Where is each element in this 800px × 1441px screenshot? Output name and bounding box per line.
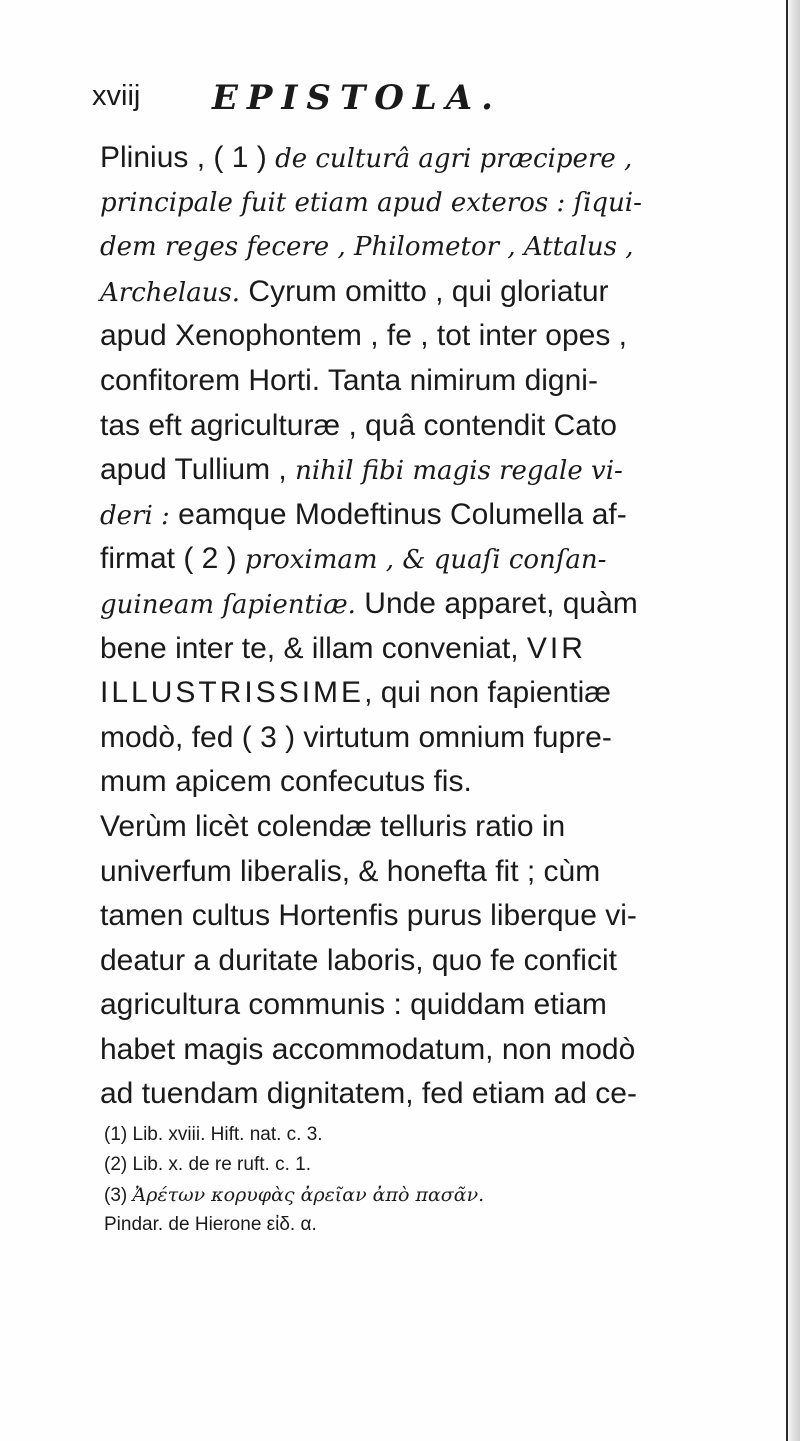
- text-line: tas eft agriculturæ , quâ contendit Cato: [100, 408, 617, 442]
- folio-number: xviij: [92, 80, 141, 112]
- text-line: mum apicem confecutus fis.: [100, 765, 472, 799]
- text-line: agricultura communis : quiddam etiam: [100, 988, 607, 1022]
- text-line: deri : eamque Modeftinus Columella af-: [100, 497, 627, 531]
- main-text: [100, 136, 792, 1117]
- page-header: [92, 80, 772, 128]
- footnote-2: (2) Lib. x. de re ruft. c. 1.: [104, 1154, 311, 1175]
- text-line: deatur a duritate laboris, quo fe conficit: [100, 943, 617, 977]
- text-line: Plinius , ( 1 ) de culturâ agri præcipere ,: [100, 141, 633, 174]
- text-line: principale fuit etiam apud exteros : ſiqui-: [100, 187, 642, 218]
- text-line: modò, fed ( 3 ) virtutum omnium fupre-: [100, 720, 612, 754]
- text-line: univerfum liberalis, & honefta fit ; cùm: [100, 854, 601, 888]
- text-line: dem reges fecere , Philometor , Attalus ,: [100, 232, 634, 263]
- text-line: habet magis accommodatum, non modò: [100, 1032, 636, 1066]
- footnote-1: (1) Lib. xviii. Hift. nat. c. 3.: [104, 1124, 323, 1145]
- text-line: guineam ſapientiæ. Unde apparet, quàm: [100, 586, 638, 620]
- text-line: apud Xenophontem , fe , tot inter opes ,: [100, 319, 628, 353]
- text-line: apud Tullium , nihil fibi magis regale vi-: [100, 453, 623, 487]
- greek-quote: Ἀρέτων κορυφὰς ἀρεῖαν ἀπὸ πασᾶν.: [132, 1184, 485, 1206]
- text-line: ad tuendam dignitatem, fed etiam ad ce-: [100, 1077, 637, 1111]
- text-line: firmat ( 2 ) proximam , & quaſi conſan-: [100, 542, 607, 576]
- text-line: Verùm licèt colendæ telluris ratio in: [100, 809, 566, 843]
- text-line: confitorem Horti. Tanta nimirum digni-: [100, 363, 598, 397]
- footnote-3-source: Pindar. de Hierone εἰδ. α.: [104, 1214, 317, 1235]
- text-line: tamen cultus Hortenfis purus liberque vi-: [100, 899, 637, 933]
- text-line: Archelaus. Cyrum omitto , qui gloriatur: [100, 274, 609, 308]
- running-title: EPISTOLA.: [212, 78, 502, 118]
- text-line: ILLUSTRISSIME, qui non fapientiæ: [100, 676, 611, 710]
- footnote-3: (3) Ἀρέτων κορυφὰς ἀρεῖαν ἀπὸ πασᾶν.: [104, 1184, 485, 1206]
- footnotes: [104, 1120, 784, 1240]
- text-line: bene inter te, & illam conveniat, VIR: [100, 631, 586, 665]
